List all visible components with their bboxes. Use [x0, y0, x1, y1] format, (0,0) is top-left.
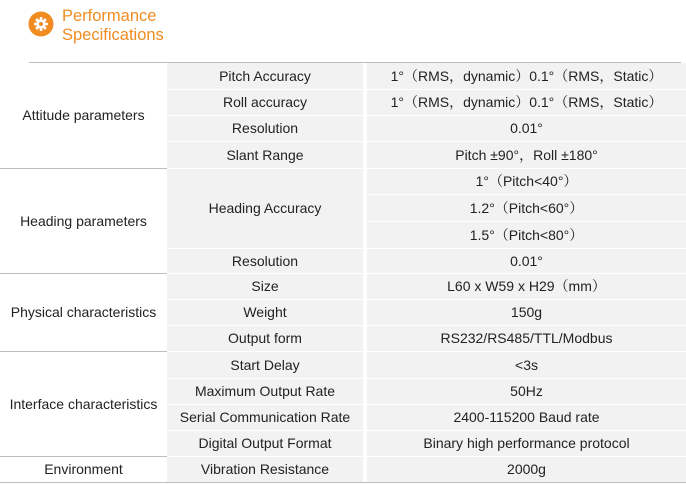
section-title — [62, 7, 262, 44]
table-row — [0, 351, 686, 378]
category-environment: Environment — [0, 456, 167, 482]
param-value: 1°（RMS，dynamic）0.1°（RMS，Static） — [367, 89, 686, 115]
param-value: 50Hz — [367, 378, 686, 404]
param-name: Resolution — [167, 115, 363, 141]
param-value: 0.01° — [367, 248, 686, 273]
specifications-table — [0, 63, 686, 483]
category-heading: Heading parameters — [0, 168, 167, 273]
param-value: 1°（Pitch<40°） — [367, 168, 686, 194]
param-name: Resolution — [167, 248, 363, 273]
param-value: Pitch ±90°，Roll ±180° — [367, 141, 686, 168]
param-value: 2000g — [367, 456, 686, 482]
table-row — [0, 273, 686, 299]
param-name: Serial Communication Rate — [167, 404, 363, 430]
param-name: Pitch Accuracy — [167, 63, 363, 89]
table-row — [0, 168, 686, 194]
param-name: Digital Output Format — [167, 430, 363, 456]
param-value: 150g — [367, 299, 686, 325]
param-name: Size — [167, 273, 363, 299]
param-value: 0.01° — [367, 115, 686, 141]
table-row — [0, 456, 686, 482]
category-physical: Physical characteristics — [0, 273, 167, 351]
param-name: Start Delay — [167, 351, 363, 378]
param-value: RS232/RS485/TTL/Modbus — [367, 325, 686, 351]
param-value: 2400-115200 Baud rate — [367, 404, 686, 430]
param-value: 1.2°（Pitch<60°） — [367, 194, 686, 221]
param-name: Weight — [167, 299, 363, 325]
param-name: Vibration Resistance — [167, 456, 363, 482]
param-value: Binary high performance protocol — [367, 430, 686, 456]
param-value: L60 x W59 x H29（mm） — [367, 273, 686, 299]
param-value: 1.5°（Pitch<80°） — [367, 221, 686, 248]
table-row — [0, 63, 686, 89]
param-name: Output form — [167, 325, 363, 351]
category-interface: Interface characteristics — [0, 351, 167, 456]
category-attitude: Attitude parameters — [0, 63, 167, 168]
param-name: Slant Range — [167, 141, 363, 168]
section-title-line1: Performance — [62, 7, 157, 25]
section-title-line2: Specifications — [62, 25, 164, 44]
param-name: Maximum Output Rate — [167, 378, 363, 404]
param-name: Roll accuracy — [167, 89, 363, 115]
param-value: 1°（RMS，dynamic）0.1°（RMS，Static） — [367, 63, 686, 89]
param-name: Heading Accuracy — [167, 168, 363, 248]
param-value: <3s — [367, 351, 686, 378]
wrench-gear-icon — [28, 11, 54, 37]
